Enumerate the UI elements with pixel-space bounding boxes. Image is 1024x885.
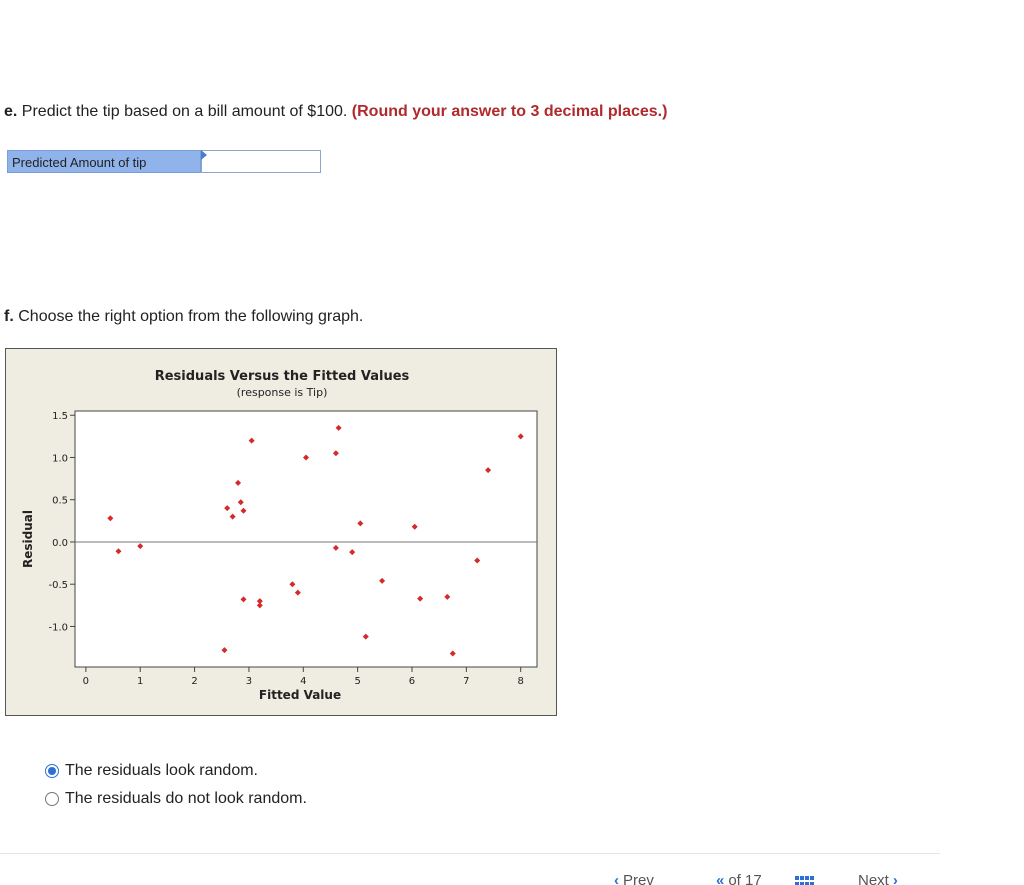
option-random[interactable]	[45, 757, 307, 785]
question-e-label: e.	[4, 103, 18, 120]
y-tick-label: 0.5	[52, 495, 68, 507]
next-button[interactable]	[858, 872, 902, 885]
question-f-text: Choose the right option from the following graph.	[18, 308, 364, 325]
answer-options	[45, 757, 307, 813]
radio-selected-icon[interactable]	[45, 764, 59, 778]
page-text: of 17	[728, 872, 762, 885]
x-tick-label: 2	[191, 676, 198, 687]
x-tick-label: 6	[408, 676, 416, 687]
prev-button[interactable]	[610, 872, 654, 885]
chart-title: Residuals Versus the Fitted Values	[154, 369, 410, 384]
residual-plot-svg	[6, 349, 556, 715]
x-axis-label: Fitted Value	[258, 688, 342, 702]
y-axis-label: Residual	[21, 510, 35, 568]
residual-plot	[5, 348, 557, 716]
question-f-label: f.	[4, 308, 14, 325]
field-marker-icon	[201, 150, 207, 160]
option-not-random[interactable]	[45, 785, 307, 813]
question-f	[4, 308, 363, 326]
y-tick-label: -0.5	[48, 580, 68, 592]
y-tick-label: -1.0	[48, 622, 68, 634]
y-tick-label: 1.5	[52, 411, 68, 423]
predicted-tip-label: Predicted Amount of tip	[7, 150, 201, 173]
x-tick-label: 1	[137, 676, 144, 687]
radio-unselected-icon[interactable]	[45, 792, 59, 806]
x-tick-label: 4	[300, 676, 307, 687]
next-label: Next	[858, 872, 889, 885]
x-tick-label: 5	[354, 676, 361, 687]
y-tick-label: 0.0	[52, 537, 68, 549]
x-tick-label: 8	[517, 676, 524, 687]
plot-area	[75, 411, 537, 667]
footer-nav	[0, 853, 940, 885]
page-indicator[interactable]	[712, 872, 762, 885]
chevron-left-icon: ‹	[614, 872, 619, 885]
rounding-hint: (Round your answer to 3 decimal places.)	[351, 103, 668, 120]
double-chevron-left-icon: «	[716, 872, 725, 885]
y-tick-label: 1.0	[52, 453, 68, 465]
question-e	[4, 103, 667, 121]
option-not-random-label: The residuals do not look random.	[65, 790, 307, 807]
x-tick-label: 7	[463, 676, 470, 687]
question-e-text: Predict the tip based on a bill amount of $100.	[21, 103, 348, 120]
answer-row	[7, 150, 321, 173]
chevron-right-icon: ›	[892, 872, 898, 885]
prev-label: Prev	[623, 872, 654, 885]
option-random-label: The residuals look random.	[65, 762, 258, 779]
x-tick-label: 3	[245, 676, 253, 687]
predicted-tip-input[interactable]	[201, 150, 321, 173]
chart-subtitle: (response is Tip)	[236, 386, 328, 399]
x-tick-label: 0	[82, 676, 90, 687]
